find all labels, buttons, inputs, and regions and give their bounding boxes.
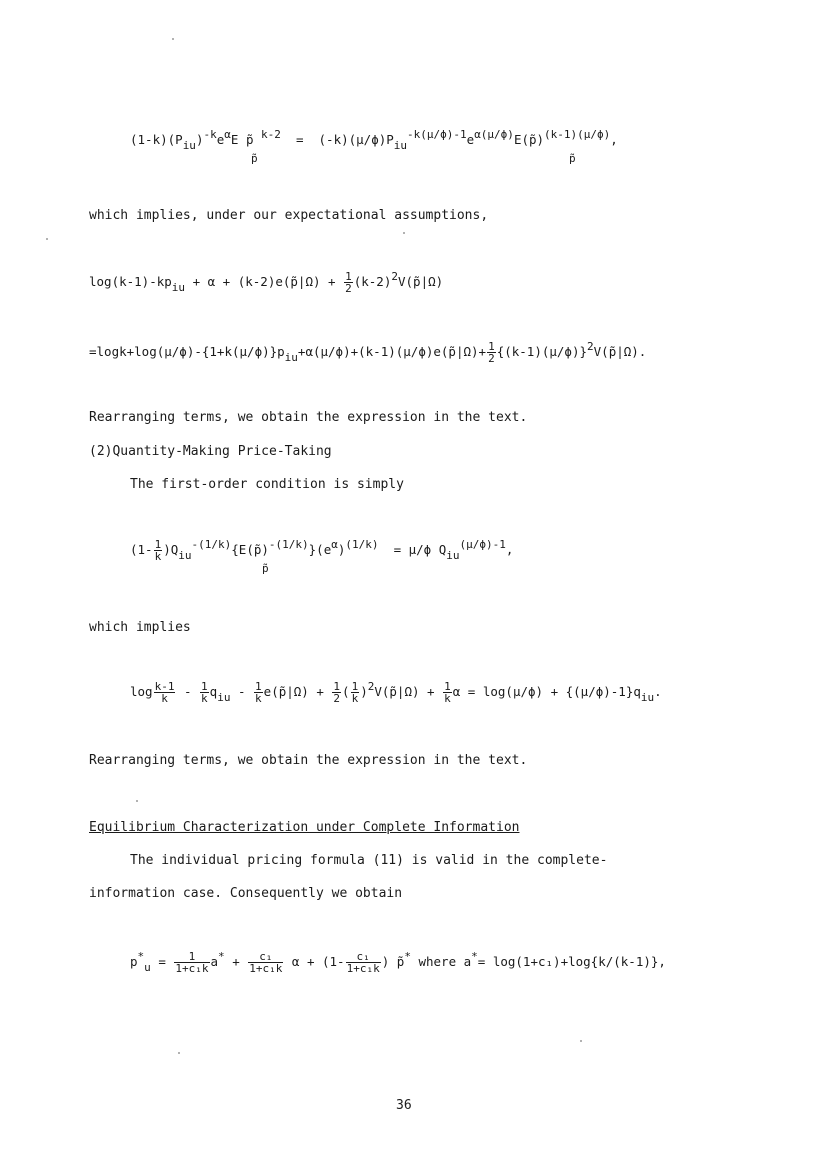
- eq1-lhs-sub: iu: [182, 138, 196, 152]
- section-heading-equilibrium: Equilibrium Characterization under Complete Information: [89, 820, 520, 835]
- eq5-end: .: [654, 684, 662, 700]
- eq1-equals: =: [295, 132, 304, 148]
- eq6-frac2: [248, 951, 283, 975]
- eq2-c: (k-2): [353, 274, 392, 290]
- eq2-frac-den: 2: [345, 282, 352, 296]
- eq5-f1-den: k: [161, 692, 168, 706]
- eq3-frac: [487, 341, 496, 365]
- eq1-lhs-e: e: [216, 132, 225, 148]
- eq6-rest: = log(1+c₁)+log{k/(k-1)},: [477, 954, 666, 970]
- eq6-f1-num: 1: [174, 951, 209, 964]
- eq5-v: V(p̃|Ω) +: [374, 684, 435, 700]
- eq4-c: {E: [231, 542, 247, 558]
- equation-equilibrium-price: [130, 950, 666, 975]
- eq1-lhs-sup-k2: k-2: [261, 128, 281, 141]
- eq2-sup: 2: [391, 270, 398, 283]
- eq1-lhs-sup1: -k: [203, 128, 217, 141]
- eq3-sup: 2: [587, 340, 594, 353]
- eq6-p: p: [130, 954, 138, 970]
- scan-speck: [172, 38, 174, 40]
- eq3-a: =logk+log(μ/ϕ)-{1+k(μ/ϕ)}p: [89, 344, 285, 360]
- eq5-m2: -: [237, 684, 246, 700]
- eq1-rhs-end: ,: [610, 132, 618, 148]
- eq4-under: p̃: [262, 562, 269, 575]
- eq5-popen: (: [342, 684, 350, 700]
- eq2-a: log(k-1)-kp: [89, 274, 172, 290]
- eq4-sup4: (μ/ϕ)-1: [459, 538, 506, 551]
- eq1-rhs-sup-alpha: α(μ/ϕ): [474, 128, 514, 141]
- eq5-q: q: [209, 684, 218, 700]
- eq4-frac: [154, 539, 163, 563]
- eq1-lhs-b: ): [195, 132, 204, 148]
- eq4-sup3: (1/k): [345, 538, 379, 551]
- eq5-sub: iu: [217, 690, 231, 704]
- eq6-sup-star: *: [137, 950, 145, 963]
- eq6-f1-den: 1+c₁k: [175, 962, 209, 976]
- eq3-c: {(k-1)(μ/ϕ)}: [496, 344, 588, 360]
- equation-log-expectational: [89, 270, 443, 295]
- eq6-frac3: [346, 951, 381, 975]
- eq4-f: ): [337, 542, 346, 558]
- eq5-f6-num: 1: [444, 679, 451, 693]
- equation-log-quantity: [130, 680, 662, 705]
- eq4-d: (p̃): [246, 542, 269, 558]
- eq5-f2-den: k: [201, 692, 208, 706]
- eq4-sub2: iu: [446, 548, 460, 562]
- eq1-rhs-e: e: [466, 132, 475, 148]
- scan-speck: [136, 800, 138, 802]
- eq4-sub: iu: [178, 548, 192, 562]
- page-number: 36: [396, 1098, 412, 1113]
- equation-foc-price: [130, 128, 618, 152]
- eq5-rest: α = log(μ/ϕ) + {(μ/ϕ)-1}q: [452, 684, 641, 700]
- eq5-m1: -: [183, 684, 192, 700]
- eq5-frac3: [254, 681, 263, 705]
- eq6-f3-num: c₁: [346, 951, 381, 964]
- eq3-sub: iu: [284, 350, 298, 364]
- equation-foc-quantity: [130, 538, 513, 563]
- eq1-lhs-under: p̃: [251, 152, 258, 165]
- eq1-rhs-E: E: [513, 132, 522, 148]
- eq5-log: log: [130, 684, 153, 700]
- eq4-a: (1-: [130, 542, 153, 558]
- eq5-f5-den: k: [351, 692, 359, 706]
- eq6-a: a: [210, 954, 219, 970]
- eq5-f3-num: 1: [255, 679, 262, 693]
- eq5-e: e(p̃|Ω) +: [263, 684, 324, 700]
- eq1-lhs-E: E: [230, 132, 239, 148]
- eq2-frac-num: 1: [345, 269, 352, 283]
- scan-speck: [580, 1040, 582, 1042]
- eq3-b: +α(μ/ϕ)+(k-1)(μ/ϕ)e(p̃|Ω)+: [297, 344, 487, 360]
- eq2-frac: [344, 271, 353, 295]
- eq6-f3-den: 1+c₁k: [346, 962, 380, 976]
- eq5-frac2: [200, 681, 209, 705]
- eq1-rhs-sup2: (k-1)(μ/ϕ): [544, 128, 611, 141]
- eq1-lhs-a: (1-k)(P: [130, 132, 183, 148]
- eq4-b: )Q: [163, 542, 179, 558]
- eq5-frac1: [154, 681, 176, 705]
- eq4-sup1: -(1/k): [191, 538, 232, 551]
- eq5-f4-den: 2: [333, 692, 341, 706]
- eq5-f5-num: 1: [351, 679, 359, 693]
- eq3-frac-den: 2: [488, 352, 495, 366]
- equation-log-rhs: [89, 340, 646, 365]
- eq5-f2-num: 1: [201, 679, 208, 693]
- eq6-where: where a: [418, 954, 472, 970]
- scan-speck: [46, 238, 48, 240]
- eq5-sub2: iu: [640, 690, 655, 704]
- eq4-sup-alpha: α: [331, 538, 338, 551]
- eq1-lhs-sup-alpha: α: [224, 128, 231, 141]
- text-individual-line1: The individual pricing formula (11) is valid in the complete-: [130, 853, 608, 868]
- eq1-lhs-p: p̃: [245, 132, 254, 148]
- eq6-close: ): [381, 954, 390, 970]
- eq4-frac-num: 1: [154, 537, 162, 551]
- eq5-f4-num: 1: [333, 679, 341, 693]
- eq3-d: V(p̃|Ω).: [593, 344, 647, 360]
- eq6-pbar: p̃: [396, 954, 405, 970]
- eq4-e: }(e: [308, 542, 332, 558]
- eq2-b: + α + (k-2)e(p̃|Ω) +: [192, 274, 336, 290]
- eq6-frac1: [174, 951, 209, 975]
- text-individual-line2: information case. Consequently we obtain: [89, 886, 403, 901]
- eq6-sub-u: u: [144, 960, 151, 974]
- eq5-frac5: [351, 681, 360, 705]
- eq2-d: V(p̃|Ω): [398, 274, 444, 290]
- eq3-frac-num: 1: [488, 339, 495, 353]
- eq1-rhs-paren: (p̃): [521, 132, 545, 148]
- eq6-sup-star4: *: [471, 950, 478, 963]
- eq5-f6-den: k: [444, 692, 451, 706]
- eq1-rhs-sup1: -k(μ/ϕ)-1: [407, 128, 467, 141]
- text-rearranging-1: Rearranging terms, we obtain the expression in the text.: [89, 410, 528, 425]
- eq4-frac-den: k: [154, 550, 162, 564]
- eq5-f1-num: k-1: [154, 679, 175, 693]
- eq5-pclose: ): [360, 684, 368, 700]
- eq6-f2-den: 1+c₁k: [249, 962, 283, 976]
- scan-speck: [178, 1052, 180, 1054]
- eq6-alpha: α + (1-: [291, 954, 345, 970]
- eq4-h: ,: [505, 542, 514, 558]
- eq2-sub: iu: [171, 280, 186, 294]
- eq6-plus1: +: [232, 954, 240, 970]
- text-rearranging-2: Rearranging terms, we obtain the expression in the text.: [89, 753, 528, 768]
- eq5-frac6: [443, 681, 452, 705]
- scan-speck: [403, 232, 405, 234]
- eq6-f2-num: c₁: [248, 951, 283, 964]
- eq6-sup-star3: *: [404, 950, 411, 963]
- eq1-rhs-sub: iu: [393, 138, 408, 152]
- text-qm-heading: (2)Quantity-Making Price-Taking: [89, 444, 332, 459]
- eq5-frac4: [332, 681, 341, 705]
- eq4-sup2: -(1/k): [268, 538, 309, 551]
- eq1-rhs-under: p̃: [569, 152, 576, 165]
- text-first-order: The first-order condition is simply: [130, 477, 404, 492]
- eq6-equals: =: [158, 954, 166, 970]
- eq4-g: = μ/ϕ Q: [393, 542, 447, 558]
- eq5-f3-den: k: [255, 692, 262, 706]
- eq6-sup-star2: *: [218, 950, 225, 963]
- eq1-rhs-a: (-k)(μ/ϕ)P: [318, 132, 394, 148]
- text-which-implies: which implies: [89, 620, 191, 635]
- text-implies-expectational: which implies, under our expectational assumptions,: [89, 208, 489, 223]
- eq5-sup: 2: [367, 680, 375, 693]
